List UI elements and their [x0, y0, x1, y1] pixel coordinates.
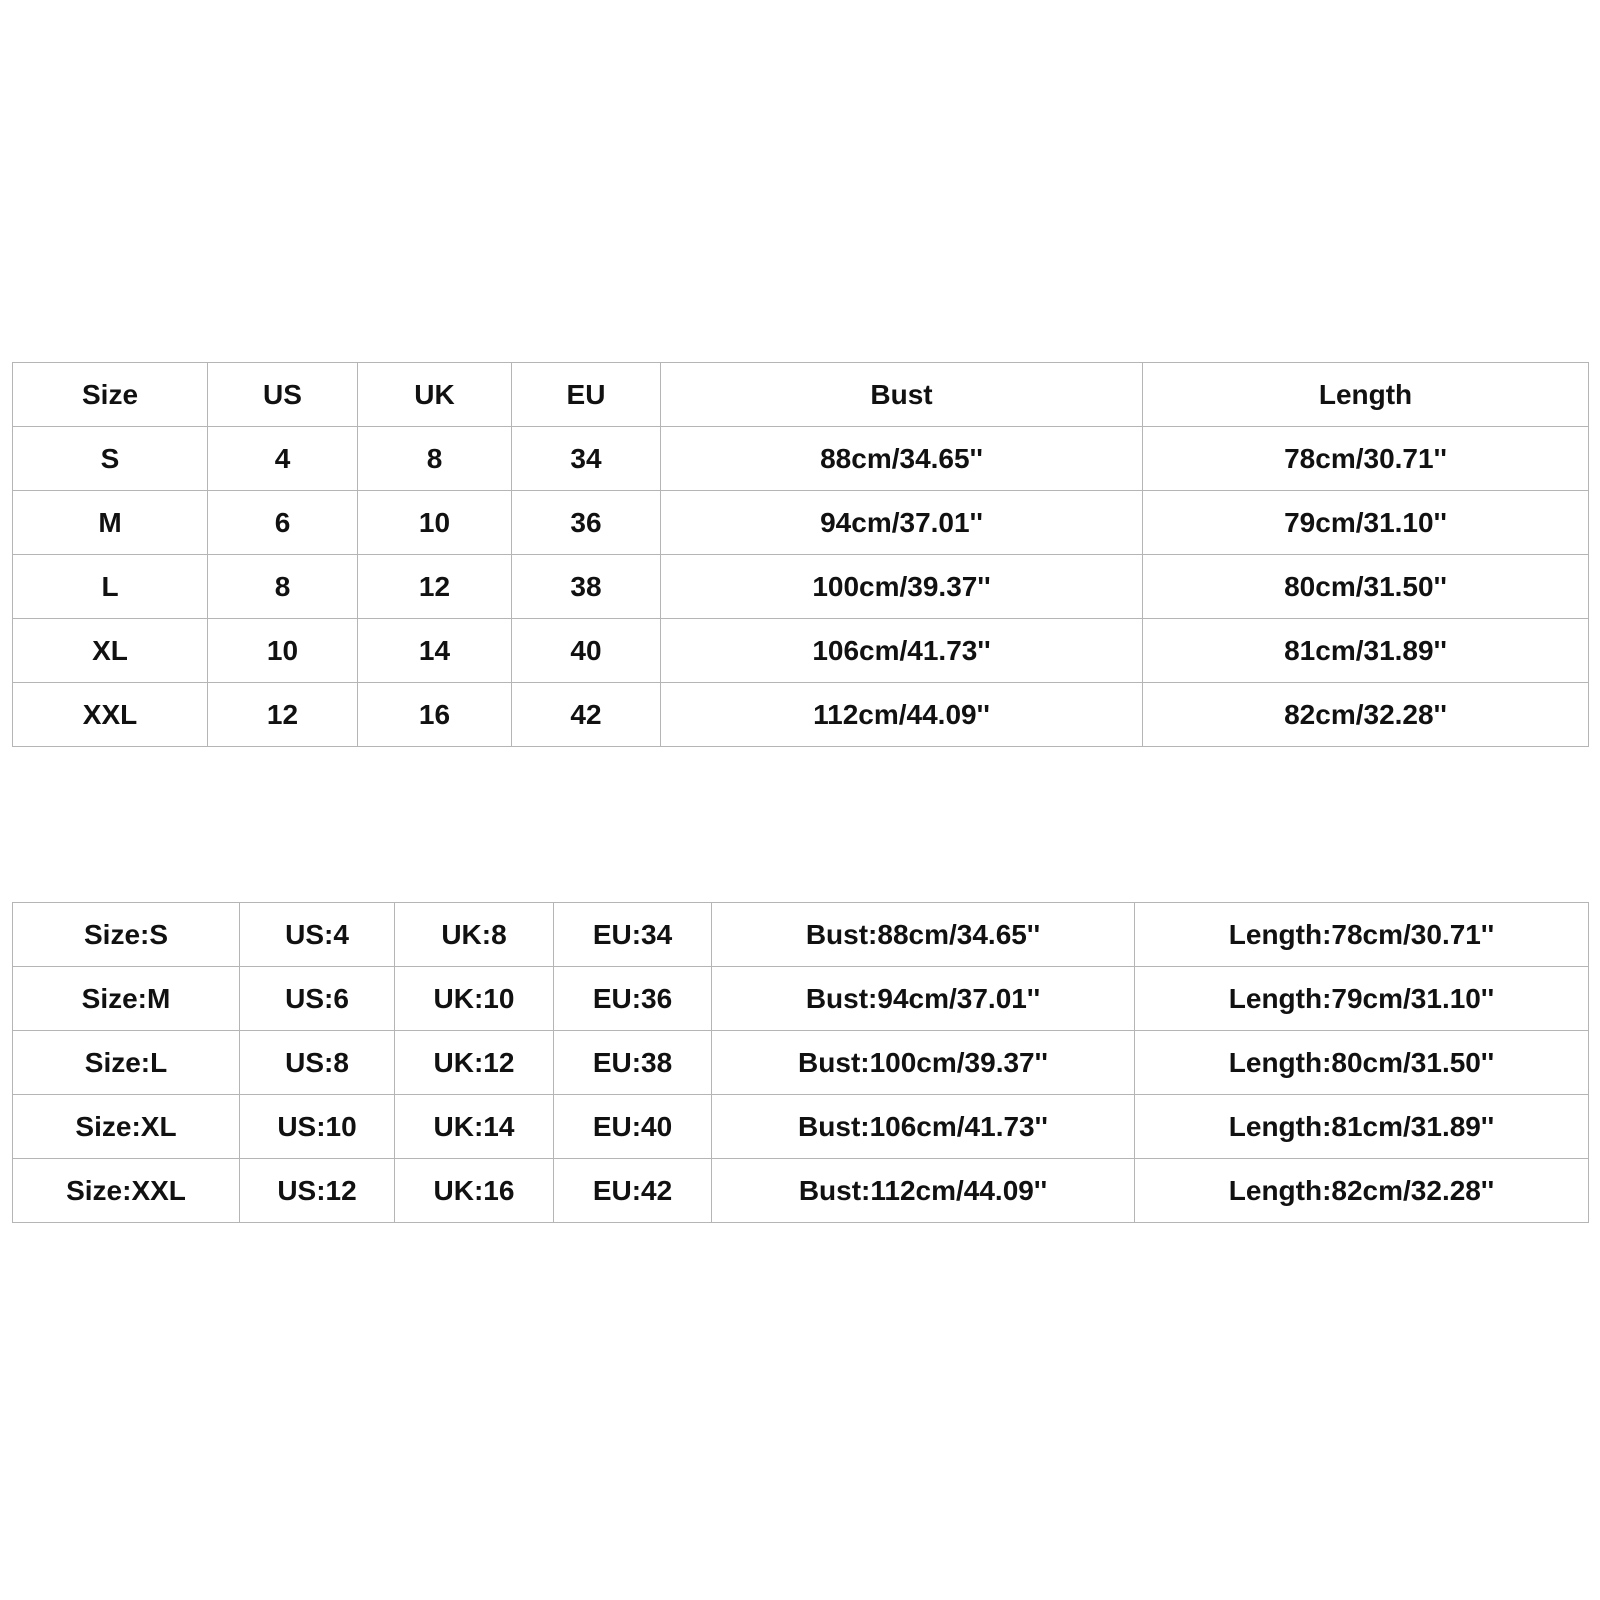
cell-eu: EU:38 [554, 1031, 712, 1095]
cell-bust: 112cm/44.09'' [661, 683, 1143, 747]
cell-length: 81cm/31.89'' [1143, 619, 1589, 683]
table-row [13, 683, 1589, 747]
cell-bust: 100cm/39.37'' [661, 555, 1143, 619]
cell-us: US:6 [240, 967, 395, 1031]
cell-length: Length:82cm/32.28'' [1135, 1159, 1589, 1223]
cell-uk: 10 [358, 491, 512, 555]
table-row [13, 1095, 1589, 1159]
cell-length: Length:80cm/31.50'' [1135, 1031, 1589, 1095]
cell-us: 8 [208, 555, 358, 619]
cell-eu: EU:42 [554, 1159, 712, 1223]
cell-uk: 14 [358, 619, 512, 683]
cell-eu: EU:34 [554, 903, 712, 967]
cell-size: Size:M [13, 967, 240, 1031]
cell-uk: 16 [358, 683, 512, 747]
cell-bust: Bust:100cm/39.37'' [712, 1031, 1135, 1095]
cell-us: US:8 [240, 1031, 395, 1095]
table-row [13, 555, 1589, 619]
cell-length: 82cm/32.28'' [1143, 683, 1589, 747]
table-row [13, 903, 1589, 967]
table-row [13, 619, 1589, 683]
cell-bust: 94cm/37.01'' [661, 491, 1143, 555]
cell-eu: 36 [512, 491, 661, 555]
cell-eu: EU:40 [554, 1095, 712, 1159]
cell-size: Size:XL [13, 1095, 240, 1159]
cell-us: US:10 [240, 1095, 395, 1159]
header-size: Size [13, 363, 208, 427]
table-row [13, 1031, 1589, 1095]
cell-uk: 12 [358, 555, 512, 619]
cell-length: 79cm/31.10'' [1143, 491, 1589, 555]
cell-uk: 8 [358, 427, 512, 491]
cell-length: 78cm/30.71'' [1143, 427, 1589, 491]
cell-size: Size:XXL [13, 1159, 240, 1223]
cell-bust: Bust:106cm/41.73'' [712, 1095, 1135, 1159]
header-length: Length [1143, 363, 1589, 427]
header-us: US [208, 363, 358, 427]
cell-uk: UK:10 [395, 967, 554, 1031]
cell-eu: 42 [512, 683, 661, 747]
cell-size: XXL [13, 683, 208, 747]
header-eu: EU [512, 363, 661, 427]
cell-us: US:12 [240, 1159, 395, 1223]
table-row [13, 491, 1589, 555]
table-row [13, 427, 1589, 491]
cell-length: Length:81cm/31.89'' [1135, 1095, 1589, 1159]
cell-us: US:4 [240, 903, 395, 967]
cell-length: Length:78cm/30.71'' [1135, 903, 1589, 967]
cell-uk: UK:14 [395, 1095, 554, 1159]
cell-bust: Bust:94cm/37.01'' [712, 967, 1135, 1031]
cell-uk: UK:16 [395, 1159, 554, 1223]
cell-uk: UK:12 [395, 1031, 554, 1095]
size-chart-labeled-table [12, 902, 1589, 1223]
cell-us: 6 [208, 491, 358, 555]
size-chart-table [12, 362, 1589, 747]
cell-uk: UK:8 [395, 903, 554, 967]
cell-size: L [13, 555, 208, 619]
cell-bust: 88cm/34.65'' [661, 427, 1143, 491]
cell-eu: 38 [512, 555, 661, 619]
cell-size: M [13, 491, 208, 555]
cell-eu: EU:36 [554, 967, 712, 1031]
cell-size: Size:L [13, 1031, 240, 1095]
cell-length: 80cm/31.50'' [1143, 555, 1589, 619]
table-header-row [13, 363, 1589, 427]
cell-bust: 106cm/41.73'' [661, 619, 1143, 683]
cell-length: Length:79cm/31.10'' [1135, 967, 1589, 1031]
cell-us: 10 [208, 619, 358, 683]
header-uk: UK [358, 363, 512, 427]
cell-eu: 40 [512, 619, 661, 683]
cell-bust: Bust:112cm/44.09'' [712, 1159, 1135, 1223]
cell-bust: Bust:88cm/34.65'' [712, 903, 1135, 967]
cell-size: XL [13, 619, 208, 683]
cell-eu: 34 [512, 427, 661, 491]
table-row [13, 967, 1589, 1031]
table-row [13, 1159, 1589, 1223]
cell-size: Size:S [13, 903, 240, 967]
cell-size: S [13, 427, 208, 491]
cell-us: 4 [208, 427, 358, 491]
cell-us: 12 [208, 683, 358, 747]
header-bust: Bust [661, 363, 1143, 427]
